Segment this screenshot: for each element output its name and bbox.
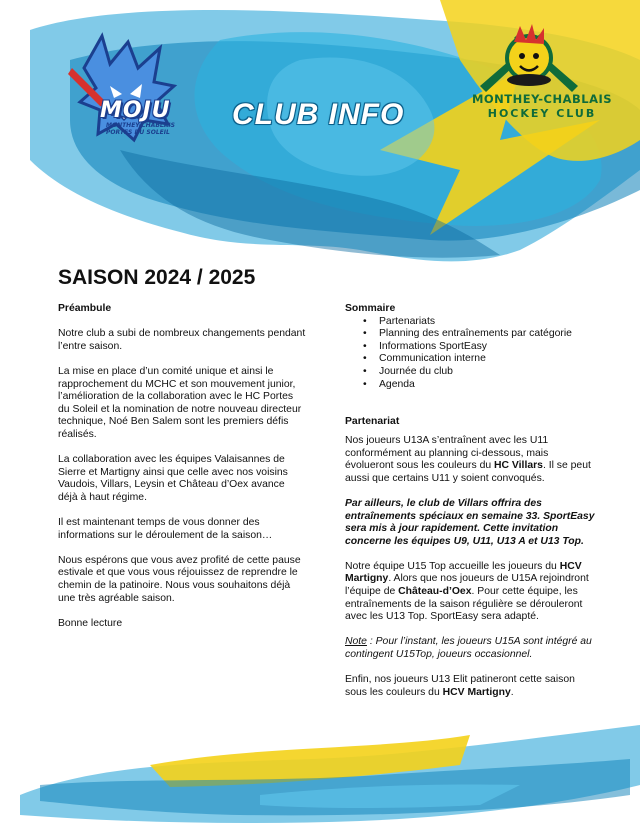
toc-list	[345, 316, 595, 392]
preamble-paragraph-5: Nous espérons que vous avez profité de cette pause estivale et que vous vous réjouissez de reprendre le chemin de la patinoire. Nous vous souhaitons déjà une très agréable saison.	[58, 554, 301, 604]
toc-heading: Sommaire	[345, 303, 396, 314]
hc-villars: HC Villars	[494, 460, 543, 472]
preamble-closing: Bonne lecture	[58, 617, 123, 629]
hockey-club-name-line2: HOCKEY CLUB	[487, 107, 597, 120]
page-title: CLUB INFO	[232, 98, 405, 131]
preamble-paragraph-1: Notre club a subi de nombreux changements pendant l’entre saison.	[58, 328, 306, 352]
hcv-martigny-2: HCV Martigny	[442, 686, 511, 698]
partnership-paragraph-3: Notre équipe U15 Top accueille les joueurs du HCV Martigny. Alors que nos joueurs de U15A rejoindront l’équipe de Château-d’Oex. Pour cette équipe, les entraînements de la saison régulière se dérouleront avec les U13 Top. SportEasy sera adapté.	[345, 560, 589, 623]
note-label: Note	[345, 636, 367, 648]
toc-item: • Agenda	[363, 379, 595, 392]
preamble-paragraph-2: La mise en place d’un comité unique et ainsi le rapprochement du MCHC et son mouvement junior, l’amélioration de la collaboration avec le HC Portes du Soleil et la nomination de notre nouveau directeur technique, Noé Ben Salem sont les premiers défis réalisés.	[58, 365, 302, 440]
hockey-club-name-line1: MONTHEY-CHABLAIS	[471, 92, 613, 106]
toc-item: • Journée du club	[363, 366, 595, 379]
moju-logo-subtitle-1: MONTHEY-CHABLAIS	[106, 122, 175, 129]
moju-logo-icon	[64, 28, 192, 156]
preamble-paragraph-4: Il est maintenant temps de vous donner des informations sur le déroulement de la saison…	[58, 517, 273, 541]
partnership-heading: Partenariat	[345, 416, 400, 428]
footer-banner-art	[0, 725, 640, 829]
moju-logo-text	[100, 100, 190, 136]
hockey-club-logo-icon	[470, 14, 588, 98]
chateau-doex: Château-d’Oex	[398, 586, 472, 598]
toc-item: • Informations SportEasy	[363, 341, 595, 354]
hcv-martigny: HCV Martigny	[345, 560, 582, 585]
toc-item: • Planning des entraînements par catégorie	[363, 328, 595, 341]
season-heading: SAISON 2024 / 2025	[58, 266, 256, 289]
partnership-paragraph-1: Nos joueurs U13A s’entraînent avec les U11 conformément au planning ci-dessous, mais évolueront sous les couleurs du HC Villars. Il se peut aussi que certains U11 y soient convoqués.	[345, 434, 591, 484]
right-column	[345, 303, 595, 712]
toc-item: • Communication interne	[363, 353, 595, 366]
partnership-paragraph-2: Par ailleurs, le club de Villars offrira des entraînements spéciaux en semaine 33. SportEasy sera mis à jour rapidement. Cette invitation concerne les équipes U9, U11, U13 A et U13 Top.	[345, 497, 595, 547]
hockey-club-logo-text	[462, 92, 622, 120]
left-column	[58, 303, 306, 643]
preamble-heading: Préambule	[58, 303, 112, 314]
partnership-note: Note : Pour l’instant, les joueurs U15A sont intégré au contingent U15Top, joueurs occasionnel.	[345, 636, 592, 661]
toc-item: • Partenariats	[363, 316, 595, 329]
partnership-paragraph-4: Enfin, nos joueurs U13 Elit patineront cette saison sous les couleurs du HCV Martigny.	[345, 674, 575, 698]
moju-logo-name: MOJU	[100, 98, 171, 123]
preamble-paragraph-3: La collaboration avec les équipes Valaisannes de Sierre et Martigny ainsi que celle avec nos voisins Vaudois, Villars, Leysin et Château d’Oex avance déjà à haut régime.	[58, 454, 288, 503]
moju-logo-subtitle-2: PORTES DU SOLEIL	[106, 129, 170, 136]
